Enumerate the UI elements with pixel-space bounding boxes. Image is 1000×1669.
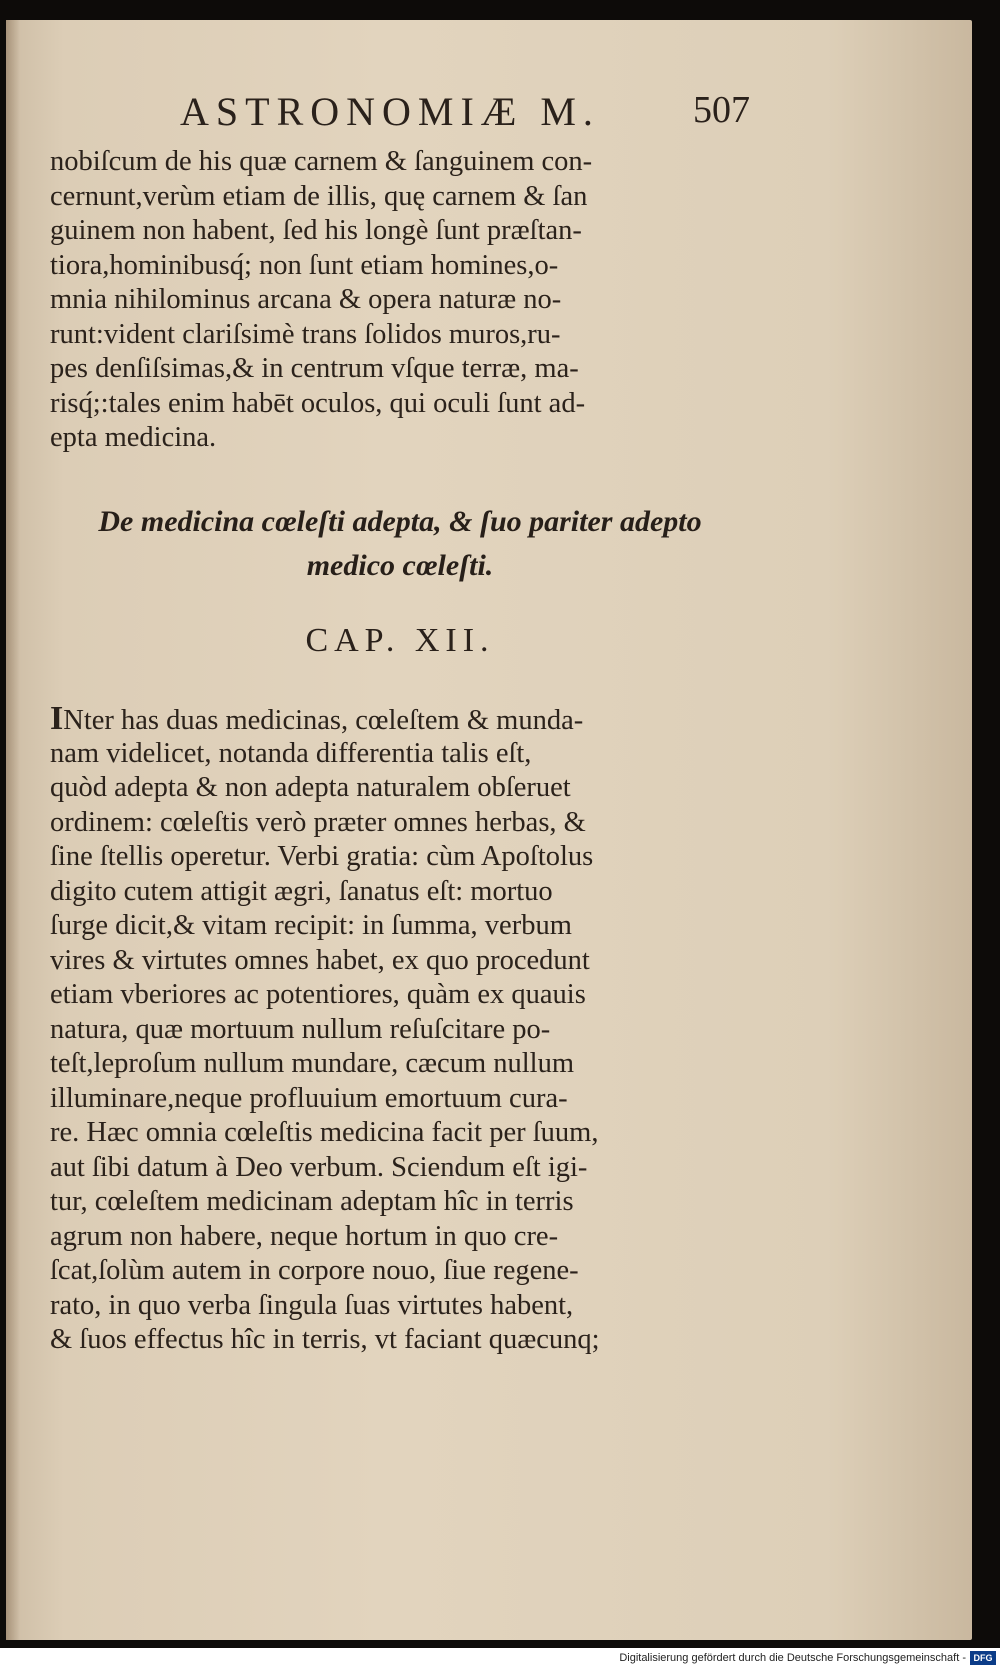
- chapter-paragraph: [50, 702, 750, 1358]
- text-line: aut ſibi datum à Deo verbum. Sciendum eſt igi-: [50, 1151, 588, 1183]
- text-line: ſine ſtellis operetur. Verbi gratia: cùm Apoſtolus: [50, 841, 594, 872]
- text-line: ſcat,ſolùm autem in corpore nouo, ſiue regene-: [50, 1255, 579, 1286]
- text-line-first: [50, 702, 750, 737]
- text-line: ordinem: cœleſtis verò præter omnes herbas, &: [50, 806, 586, 838]
- paragraph-continued: [50, 145, 750, 456]
- funding-credit: Digitalisierung gefördert durch die Deutsche Forschungsgemeinschaft -: [619, 1652, 966, 1664]
- page-number: 507: [693, 89, 750, 131]
- text-line: & ſuos effectus hîc in terris, vt faciant quæcunq;: [50, 1324, 600, 1355]
- dfg-logo: DFG: [970, 1651, 996, 1665]
- text-line: etiam vberiores ac potentiores, quàm ex quauis: [50, 979, 586, 1010]
- text-line: teſt,leproſum nullum mundare, cæcum nullum: [50, 1048, 574, 1079]
- section-heading: [50, 500, 750, 588]
- initial-letter: I: [50, 700, 64, 737]
- page-header: [180, 88, 750, 138]
- text-line: digito cutem attigit ægri, ſanatus eſt: mortuo: [50, 875, 553, 907]
- running-head: ASTRONOMIÆ M.: [180, 89, 600, 134]
- text-line: pes denſiſsimas,& in centrum vſque terræ, ma-: [50, 353, 579, 384]
- heading-line: medico cœleſti.: [306, 549, 494, 582]
- text-line: agrum non habere, neque hortum in quo cre-: [50, 1220, 559, 1252]
- text-line: re. Hæc omnia cœleſtis medicina facit per ſuum,: [50, 1117, 599, 1148]
- text-line: tur, cœleſtem medicinam adeptam hîc in terris: [50, 1186, 574, 1217]
- text-line: nobiſcum de his quæ carnem & ſanguinem con-: [50, 146, 593, 177]
- text-line: nam videlicet, notanda differentia talis eſt,: [50, 737, 532, 769]
- text-line: illuminare,neque profluuium emortuum cura-: [50, 1082, 568, 1114]
- heading-line: De medicina cœleſti adepta, & ſuo pariter adepto: [98, 505, 702, 538]
- text-line: natura, quæ mortuum nullum reſuſcitare po-: [50, 1013, 551, 1045]
- text-line: risq́;:tales enim habēt oculos, qui oculi ſunt ad-: [50, 387, 586, 419]
- text-line: epta medicina.: [50, 422, 217, 453]
- text-line: tiora,hominibusq́; non ſunt etiam homines,o-: [50, 249, 559, 281]
- first-line-text: Nter has duas medicinas, cœleſtem & munda-: [63, 705, 584, 736]
- text-line: guinem non habent, ſed his longè ſunt præſtan-: [50, 215, 582, 246]
- text-line: vires & virtutes omnes habet, ex quo procedunt: [50, 944, 590, 976]
- text-line: runt:vident clariſsimè trans ſolidos muros,ru-: [50, 318, 561, 350]
- page-gutter-shadow: [6, 20, 20, 1640]
- chapter-title: CAP. XII.: [305, 622, 495, 659]
- text-line: cernunt,verùm etiam de illis, quę carnem & ſan: [50, 180, 588, 212]
- text-line: ſurge dicit,& vitam recipit: in ſumma, verbum: [50, 910, 572, 941]
- text-line: rato, in quo verba ſingula ſuas virtutes habent,: [50, 1289, 574, 1321]
- text-line: quòd adepta & non adepta naturalem obſeruet: [50, 772, 571, 803]
- text-line: mnia nihilominus arcana & opera naturæ no-: [50, 284, 562, 315]
